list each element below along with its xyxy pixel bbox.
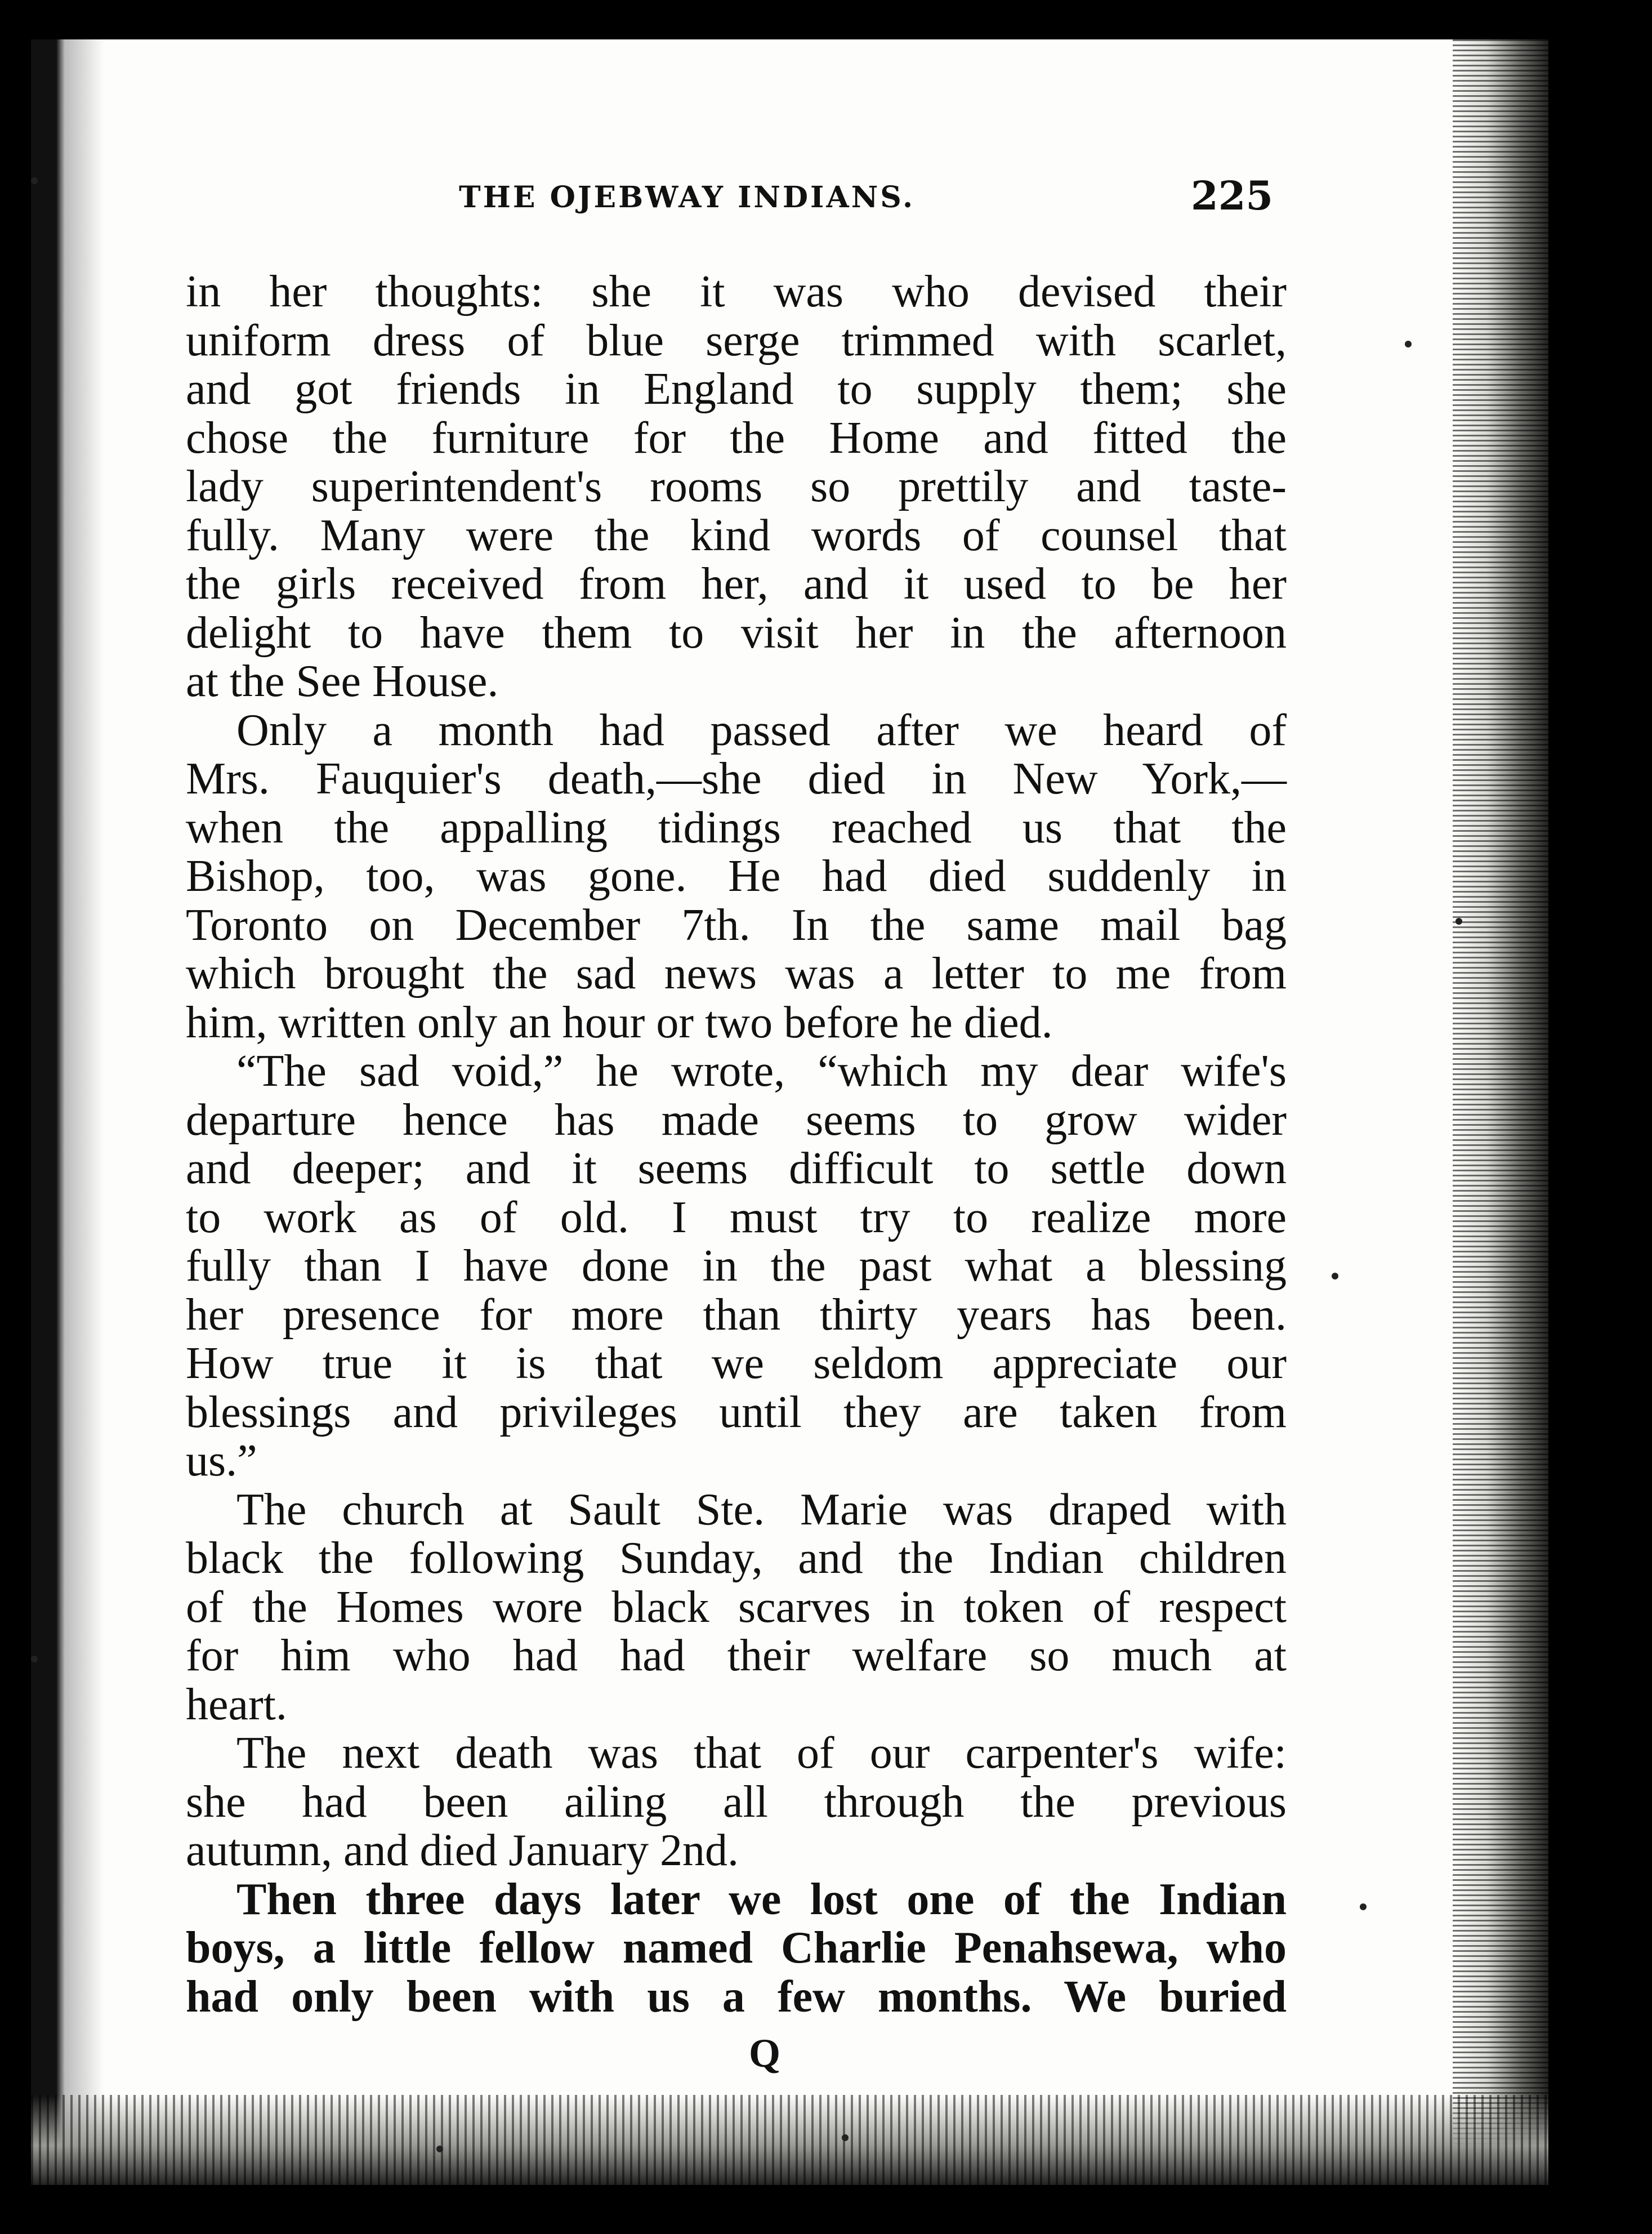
text-line: Only a month had passed after we heard of [236, 705, 1287, 755]
scan-speck [1455, 918, 1462, 925]
text-line: chose the furniture for the Home and fitted the [186, 413, 1287, 463]
scan-speck [1332, 1273, 1338, 1279]
scan-speck [1405, 341, 1412, 347]
text-line: at the See House. [186, 657, 499, 706]
text-line: departure hence has made seems to grow wider [186, 1095, 1287, 1145]
text-line: of the Homes wore black scarves in token of respect [186, 1582, 1287, 1632]
page-edge-right [1453, 39, 1548, 2185]
scan-speck [842, 2134, 849, 2141]
text-line: in her thoughts: she it was who devised their [186, 267, 1287, 316]
text-line: fully. Many were the kind words of counsel that [186, 510, 1287, 560]
text-line: had only been with us a few months. We buried [186, 1972, 1287, 2022]
text-line: Mrs. Fauquier's death,—she died in New York,— [186, 754, 1287, 804]
text-line: The next death was that of our carpenter's wife: [236, 1728, 1287, 1778]
text-line: the girls received from her, and it used to be her [186, 559, 1287, 609]
text-line: uniform dress of blue serge trimmed with scarlet, [186, 315, 1287, 365]
scan-speck [1360, 1903, 1367, 1910]
page-edge-bottom [31, 2095, 1548, 2185]
running-title: THE OJEBWAY INDIANS. [459, 180, 916, 215]
scan-speck [31, 177, 38, 184]
page-number: 225 [1191, 172, 1274, 219]
text-line: Then three days later we lost one of the Indian [236, 1874, 1287, 1924]
text-line: lady superintendent's rooms so prettily and taste- [186, 462, 1287, 511]
text-line: which brought the sad news was a letter to me from [186, 949, 1287, 998]
scan-border-right [1548, 0, 1652, 2234]
text-line: Bishop, too, was gone. He had died suddenly in [186, 851, 1287, 901]
text-line: fully than I have done in the past what a blessing [186, 1241, 1287, 1291]
text-line: black the following Sunday, and the Indian children [186, 1533, 1287, 1583]
text-line: “The sad void,” he wrote, “which my dear wife's [236, 1046, 1287, 1096]
text-line: for him who had had their welfare so much at [186, 1631, 1287, 1680]
text-line: and deeper; and it seems difficult to settle down [186, 1144, 1287, 1193]
text-line: to work as of old. I must try to realize more [186, 1192, 1287, 1242]
body-text [186, 267, 1287, 2021]
text-line: Toronto on December 7th. In the same mail bag [186, 900, 1287, 950]
text-line: autumn, and died January 2nd. [186, 1826, 739, 1875]
text-line: him, written only an hour or two before he died. [186, 997, 1053, 1047]
text-line: heart. [186, 1679, 287, 1729]
scan-speck [31, 1656, 38, 1662]
scan-speck [436, 2146, 443, 2152]
text-line: when the appalling tidings reached us that the [186, 802, 1287, 853]
scan-border-top [0, 0, 1652, 39]
text-line: delight to have them to visit her in the afternoon [186, 608, 1287, 658]
text-line: How true it is that we seldom appreciate our [186, 1339, 1287, 1388]
book-page [31, 39, 1548, 2185]
page-gutter-shadow [31, 39, 104, 2185]
text-line: us.” [186, 1436, 257, 1486]
scan-border-left [0, 0, 31, 2234]
text-line: her presence for more than thirty years has been. [186, 1290, 1287, 1340]
signature-mark: Q [749, 2031, 781, 2076]
text-line: blessings and privileges until they are taken from [186, 1387, 1287, 1437]
text-line: she had been ailing all through the previous [186, 1777, 1287, 1827]
text-line: and got friends in England to supply them; she [186, 364, 1287, 414]
text-line: The church at Sault Ste. Marie was draped with [236, 1484, 1287, 1535]
text-line: boys, a little fellow named Charlie Penahsewa, who [186, 1923, 1287, 1973]
scan-border-bottom [0, 2185, 1652, 2234]
